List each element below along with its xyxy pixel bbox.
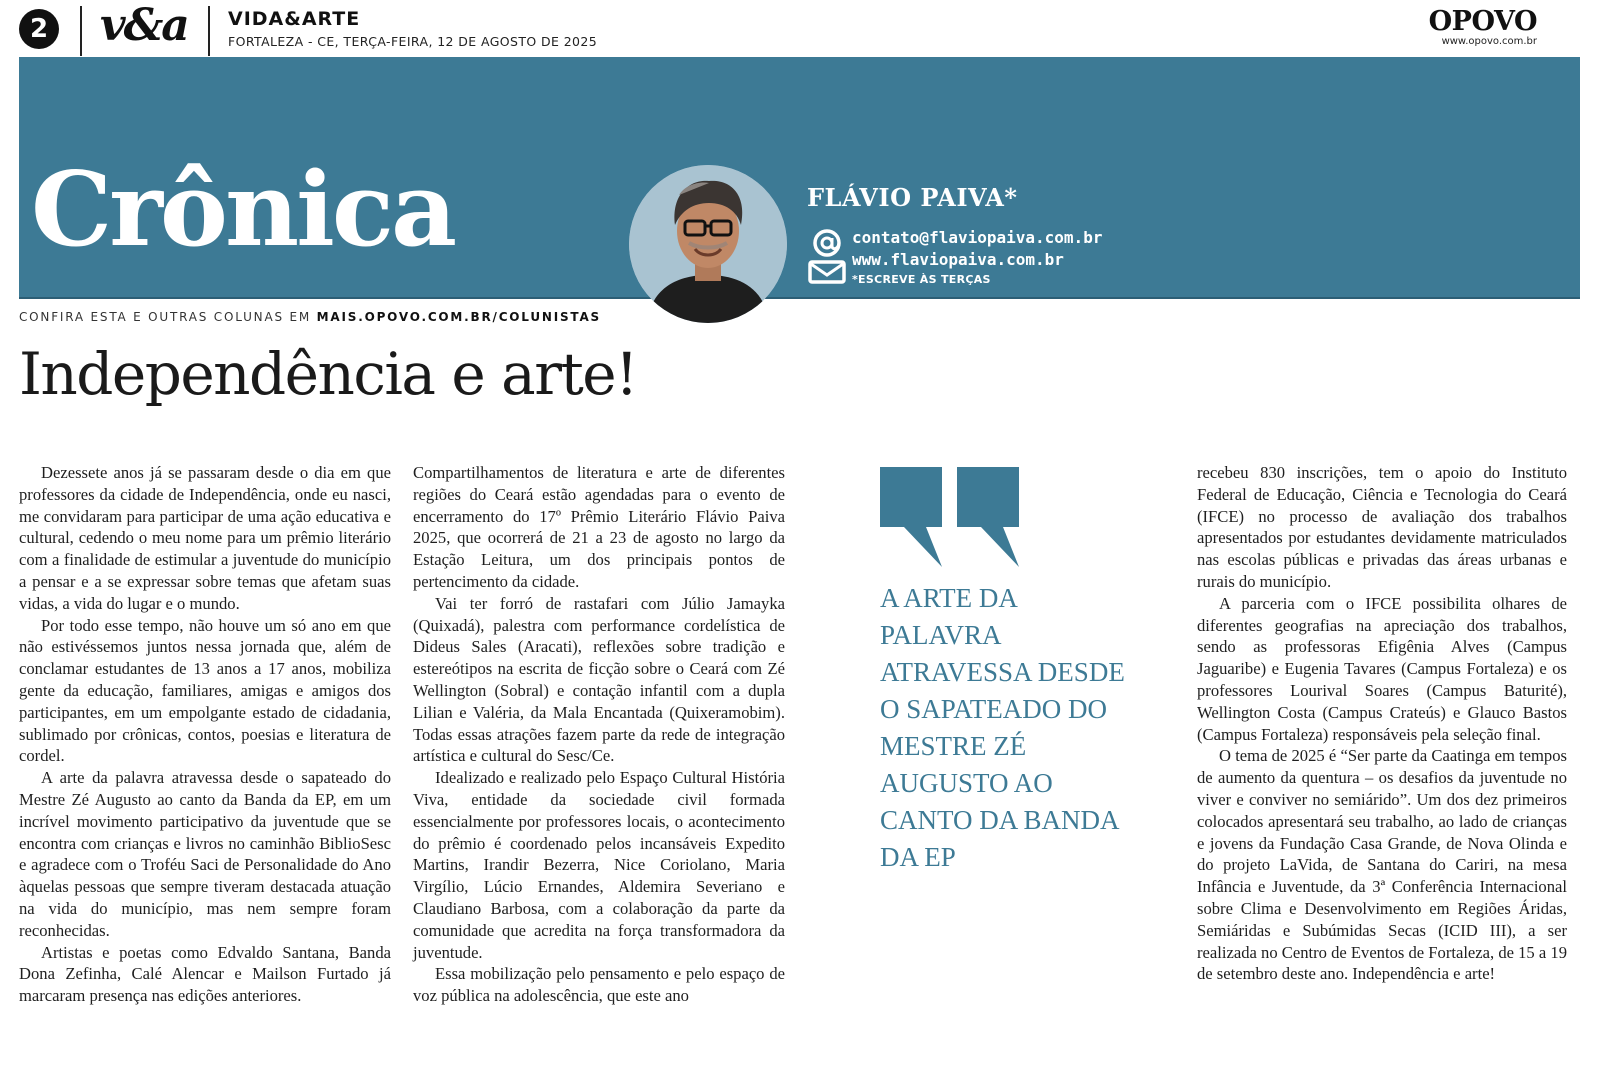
opovo-logo: OPOVO [1428,6,1537,37]
paragraph: recebeu 830 inscrições, tem o apoio do Instituto Federal de Educação, Ciência e Tecnologia do Ceará (IFCE) no processo de avaliação dos trabalhos apresentados por estudantes devidamente matriculados nas escolas públicas e privadas das áreas urbanas e rurais do município. [1197,463,1567,591]
paragraph: Compartilhamentos de literatura e arte de diferentes regiões do Ceará estão agendadas para o evento de encerramento do 17º Prêmio Literário Flávio Paiva 2025, que ocorrerá de 21 a 23 de agosto no largo da Estação Leitura, um dos principais pontos de pertencimento da cidade. [413,463,785,591]
dateline: FORTALEZA - CE, TERÇA-FEIRA, 12 DE AGOSTO DE 2025 [228,34,598,49]
paragraph: O tema de 2025 é “Ser parte da Caatinga em tempos de aumento da quentura – os desafios da juventude no viver e conviver no semiárido”. Um dos dez primeiros colocados apresentará seu trabalho, ao lado de crianças e jovens da Fundação Casa Grande, de Nova Olinda e do projeto LaVida, de Santana do Cariri, na mesa Infância e Juventude, da 3ª Conferência Internacional sobre Clima e Desenvolvimento em Regiões Áridas, Semiáridas e Subúmidas Secas (ICID III), a ser realizada no Centro de Eventos de Fortaleza, de 15 a 19 de setembro deste ano. Independência e arte! [1197,746,1567,984]
author-email-link[interactable]: contato@flaviopaiva.com.br [852,228,1103,247]
paragraph: Vai ter forró de rastafari com Júlio Jamayka (Quixadá), palestra com performance cordelística de Dideus Sales (Aracati), reflexões sobre tradição e estereótipos na escrita de ficção sobre o Ceará com Zé Wellington (Sobral) e contação infantil com a dupla Lilian e Valéria, da Mala Encantada (Quixeramobim). Todas essas atrações fazem parte da rede de integração artística e cultural do Sesc/Ce. [413,593,785,766]
author-website-link[interactable]: www.flaviopaiva.com.br [852,250,1064,269]
author-photo [629,165,787,323]
article-column-1 [19,462,391,1007]
header-divider [80,6,82,56]
page-number: 2 [19,9,59,49]
section-name: VIDA&ARTE [228,8,361,30]
paragraph: A parceria com o IFCE possibilita olhares de diferentes geografias na apreciação dos trabalhos, sendo as professoras Efigênia Alves (Campus Jaguaribe) e Eugenia Tavares (Campus Fortaleza) e os professores Lourival Soares (Campus Baturité), Wellington Costa (Campus Crateús) e Glauco Bastos (Campus Fortaleza) responsáveis pela seleção final. [1197,593,1567,744]
envelope-icon [810,262,844,282]
at-sign-icon [815,231,839,255]
paragraph: Essa mobilização pelo pensamento e pelo espaço de voz pública na adolescência, que este ano [413,964,785,1006]
column-title: Crônica [31,150,455,270]
quotation-marks-icon [880,467,1020,571]
paragraph: Idealizado e realizado pelo Espaço Cultural História Viva, entidade da sociedade civil formada essencialmente por professores locais, o acontecimento do prêmio é coordenado pelos incansáveis Expedito Martins, Irandir Bezerra, Nice Coriolano, Maria Virgílio, Lúcio Ernandes, Aldemira Severiano e Claudiano Barbosa, com a colaboração da parte da comunidade que acredita na força transformadora da juventude. [413,768,785,962]
more-columns-url[interactable]: MAIS.OPOVO.COM.BR/COLUNISTAS [316,310,601,324]
contact-icon [808,229,846,285]
header-divider [208,6,210,56]
paragraph: Dezessete anos já se passaram desde o dia em que professores da cidade de Independência, onde eu nasci, me convidaram para participar de uma ação educativa e cultural, cedendo o meu nome para um prêmio literário com a finalidade de estimular a juventude do município a pensar e a se expressar sobre temas que afetam suas vidas, a vida do lugar e o mundo. [19,463,391,613]
more-columns-prefix: CONFIRA ESTA E OUTRAS COLUNAS EM [19,310,312,324]
paragraph: A arte da palavra atravessa desde o sapateado do Mestre Zé Augusto ao canto da Banda da EP, em um incrível movimento participativo da juventude que se encontra com crianças e livros no caminhão BiblioSesc e agradece com o Troféu Saci de Personalidade do Ano àquelas pessoas que sempre tiveram destacada atuação na vida do município, mas nem sempre foram reconhecidas. [19,768,391,940]
pull-quote: A ARTE DA PALAVRA ATRAVESSA DESDE O SAPATEADO DO MESTRE ZÉ AUGUSTO AO CANTO DA BANDA DA EP [880,583,1125,872]
article-headline: Independência e arte! [19,340,637,408]
article-column-2 [413,462,785,1007]
author-name: FLÁVIO PAIVA* [807,183,1018,212]
paragraph: Por todo esse tempo, não houve um só ano em que não estivéssemos juntos nessa jornada que, além de conclamar estudantes de 13 anos a 17 anos, mobiliza gente da educação, familiares, amigas e amigos dos participantes, em um empolgante estado de cidadania, sublimado por crônicas, contos, poesias e literatura de cordel. [19,615,391,766]
article-column-4 [1197,462,1567,985]
paragraph: Artistas e poetas como Edvaldo Santana, Banda Dona Zefinha, Calé Alencar e Mailson Furtado já marcaram presença nas edições anteriores. [19,942,391,1006]
vida-arte-logo: v&a [100,0,188,51]
author-portrait-icon [629,165,787,323]
opovo-url[interactable]: www.opovo.com.br [1441,36,1537,47]
author-schedule-note: *ESCREVE ÀS TERÇAS [852,273,991,286]
more-columns-link[interactable] [19,310,601,324]
column-banner [19,57,1580,299]
